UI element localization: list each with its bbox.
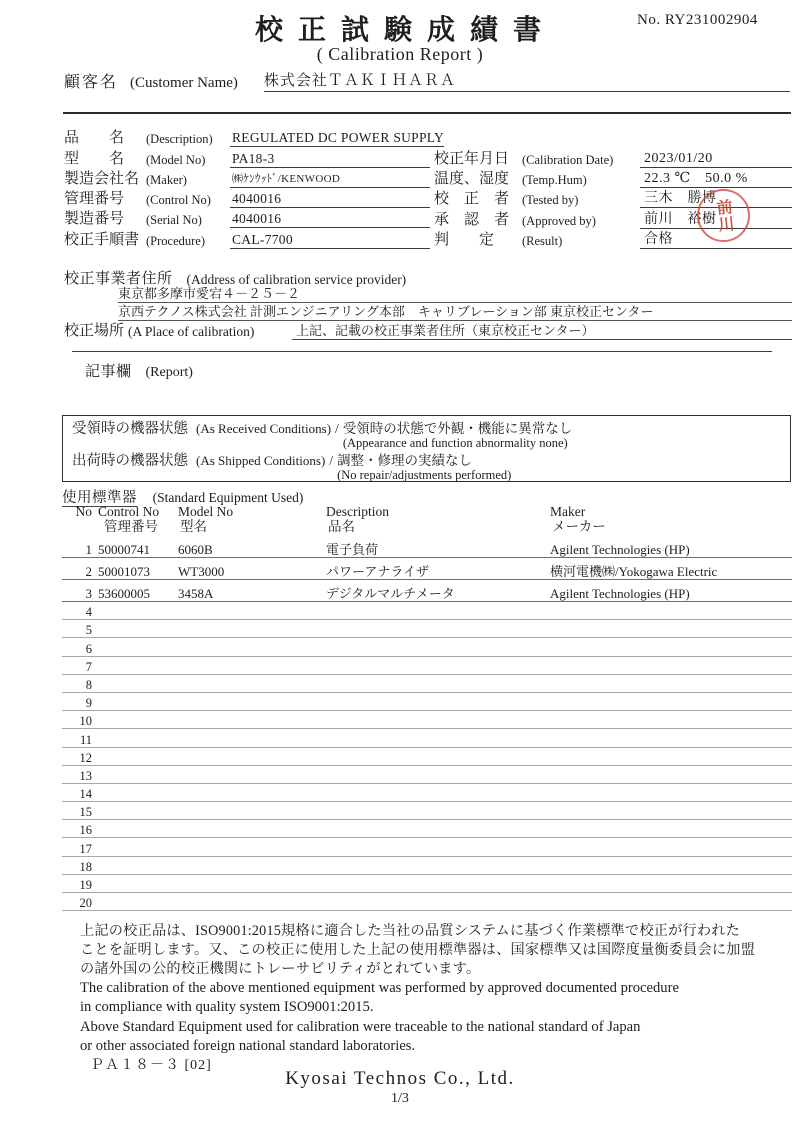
equipment-row-number: 19	[79, 878, 92, 892]
field-row-control-no	[64, 188, 430, 208]
equipment-row-number: 16	[79, 823, 92, 838]
customer-label: 顧客名	[64, 74, 119, 91]
field-row-model-no	[64, 147, 430, 167]
statement-en-line: Above Standard Equipment used for calibration were traceable to the national standard of Japan	[80, 1018, 641, 1035]
equipment-empty-row	[62, 620, 792, 638]
as-received-status-jp: 受領時の状態で外観・機能に異常なし	[342, 421, 573, 436]
equipment-title-en: (Standard Equipment Used)	[152, 490, 304, 505]
col-header-model-no-jp: 型名	[180, 519, 207, 534]
field-label: 型 名	[64, 150, 125, 167]
equipment-title: 使用標準器	[62, 490, 137, 506]
equipment-row-number: 4	[85, 605, 92, 620]
calibration-place-value: 上記、記載の校正事業者住所（東京校正センター）	[292, 322, 792, 340]
provider-address-line-2: 京西テクノス株式会社 計測エンジニアリング本部 キャリブレーション部 東京校正センター	[118, 303, 792, 321]
equipment-row-number: 9	[85, 696, 92, 711]
as-shipped-label: 出荷時の機器状態	[72, 453, 188, 469]
equipment-empty-row	[62, 820, 792, 838]
equipment-maker: Agilent Technologies (HP)	[550, 586, 690, 601]
provider-address-line-1: 東京都多摩市愛宕４－２５－２	[118, 285, 792, 303]
traceability-statement	[80, 922, 794, 1075]
equipment-row-number: 6	[85, 641, 92, 656]
field-label-en: (Maker)	[146, 172, 187, 187]
statement-jp-line: の諸外国の公的校正機関にトレーサビリティがとれています。	[80, 961, 481, 977]
field-label-en: (Result)	[522, 233, 563, 248]
as-received-status	[343, 421, 573, 450]
field-value: 合格	[640, 231, 792, 249]
statement-en-line: in compliance with quality system ISO9001:2015.	[80, 999, 374, 1016]
field-value: PA18-3	[230, 150, 430, 168]
equipment-maker: 横河電機㈱/Yokogawa Electric	[550, 564, 718, 579]
standard-equipment-table	[62, 486, 792, 911]
equipment-empty-row	[62, 729, 792, 747]
equipment-header-jp	[62, 519, 792, 536]
col-header-control-no: Control No	[98, 504, 160, 519]
as-shipped-status-jp: 調整・修理の実績なし	[337, 453, 473, 468]
field-value: ㈱ｹﾝｳｯﾄﾞ/KENWOOD	[230, 171, 430, 188]
statement-en-line: The calibration of the above mentioned equipment was performed by approved documented procedure	[80, 980, 679, 996]
field-row-description	[64, 127, 445, 147]
equipment-empty-row	[62, 602, 792, 620]
provider-address-label-en: (Address of calibration service provider)	[186, 272, 407, 287]
as-received-label-en: (As Received Conditions)	[196, 421, 332, 436]
field-label-en: (Procedure)	[146, 233, 205, 248]
as-received-labels	[72, 421, 331, 450]
field-label-en: (Model No)	[146, 152, 206, 167]
equipment-empty-row	[62, 675, 792, 693]
equipment-row-number: 2	[85, 564, 92, 579]
col-header-spacer	[62, 519, 98, 536]
field-label: 温度、湿度	[434, 171, 510, 188]
field-label: 製造番号	[64, 211, 125, 228]
equipment-row-number: 20	[79, 896, 92, 911]
field-value: 22.3 ℃ 50.0 %	[640, 170, 792, 188]
field-value: 4040016	[230, 190, 430, 208]
as-received-row	[72, 421, 782, 450]
equipment-empty-row	[62, 766, 792, 784]
field-value: 三木 勝博	[640, 190, 792, 208]
field-label-en: (Temp.Hum)	[522, 173, 587, 188]
statement-jp-line: ことを証明します。又、この校正に使用した上記の使用標準器は、国家標準又は国際度量衡委員会に加盟	[80, 942, 756, 958]
equipment-empty-row	[62, 784, 792, 802]
equipment-control-no: 50000741	[98, 542, 150, 557]
equipment-row-number: 1	[85, 542, 92, 557]
field-label: 承 認 者	[434, 211, 510, 228]
field-label-en: (Control No)	[146, 193, 211, 208]
calibration-place-label-en: (A Place of calibration)	[128, 324, 255, 339]
field-label-en: (Tested by)	[522, 193, 579, 208]
as-shipped-labels	[72, 453, 325, 482]
equipment-row-number: 3	[85, 586, 92, 601]
field-value: 前川 裕樹	[640, 211, 792, 229]
col-header-maker: Maker	[550, 504, 586, 519]
field-label: 製造会社名	[64, 170, 140, 187]
field-label: 品 名	[64, 130, 125, 147]
equipment-description: パワーアナライザ	[326, 564, 429, 579]
field-value: CAL-7700	[230, 231, 430, 249]
col-header-control-no-jp: 管理番号	[104, 519, 158, 534]
equipment-empty-row	[62, 802, 792, 820]
equipment-empty-row	[62, 838, 792, 856]
equipment-row-number: 11	[79, 732, 92, 747]
as-received-label: 受領時の機器状態	[72, 421, 188, 437]
field-row-procedure	[64, 228, 430, 248]
equipment-row-number: 17	[79, 841, 92, 856]
as-shipped-label-en: (As Shipped Conditions)	[196, 453, 326, 468]
equipment-empty-row	[62, 638, 792, 656]
equipment-row	[62, 580, 792, 602]
calibration-place-label: 校正場所	[64, 323, 125, 339]
calibration-place-row	[64, 320, 792, 340]
field-label: 校正手順書	[64, 231, 140, 248]
equipment-row-number: 7	[85, 659, 92, 674]
as-received-status-en: (Appearance and function abnormality none)	[342, 436, 568, 450]
equipment-empty-row	[62, 857, 792, 875]
field-value: 2023/01/20	[640, 150, 792, 168]
equipment-control-no: 50001073	[98, 564, 150, 579]
slash-separator: /	[329, 453, 334, 468]
field-label-en: (Approved by)	[522, 213, 596, 228]
field-row-calibration-date	[434, 148, 792, 168]
field-value: 4040016	[230, 210, 430, 228]
equipment-description: デジタルマルチメータ	[326, 586, 455, 601]
field-label-en: (Description)	[146, 132, 213, 147]
equipment-description: 電子負荷	[326, 542, 379, 557]
field-row-maker	[64, 168, 430, 188]
header-divider	[63, 112, 791, 114]
equipment-empty-row	[62, 748, 792, 766]
equipment-row-number: 12	[79, 750, 92, 765]
equipment-row	[62, 536, 792, 558]
provider-address-label: 校正事業者住所	[64, 271, 173, 287]
field-label: 校正年月日	[434, 150, 510, 167]
customer-value: 株式会社ＴＡＫＩＨＡＲＡ	[264, 71, 790, 92]
col-header-description-jp: 品名	[328, 519, 355, 534]
approval-stamp	[697, 189, 750, 242]
field-row-serial-no	[64, 208, 430, 228]
approval-stamp-text: 前川	[713, 197, 734, 234]
statement-jp-line: 上記の校正品は、ISO9001:2015規格に適合した当社の品質システムに基づく作業標準で校正が行われた	[80, 923, 741, 939]
equipment-title-row	[62, 486, 792, 504]
col-header-no: No	[75, 504, 92, 519]
equipment-row-number: 18	[79, 859, 92, 874]
field-value: REGULATED DC POWER SUPPLY	[232, 130, 445, 146]
page-number: 1/3	[391, 1091, 409, 1106]
field-label: 校 正 者	[434, 191, 510, 208]
equipment-row-number: 8	[85, 677, 92, 692]
remarks-label-en: (Report)	[145, 365, 193, 380]
equipment-row-number: 5	[85, 623, 92, 638]
as-shipped-row	[72, 453, 782, 482]
equipment-empty-row	[62, 711, 792, 729]
equipment-model-no: WT3000	[178, 564, 225, 579]
col-header-maker-jp: メーカー	[552, 519, 606, 534]
field-row-temp-hum	[434, 168, 792, 188]
company-name: Kyosai Technos Co., Ltd.	[285, 1068, 515, 1089]
section-divider	[72, 351, 772, 352]
as-shipped-status-en: (No repair/adjustments performed)	[337, 468, 512, 482]
equipment-empty-row	[62, 693, 792, 711]
equipment-maker: Agilent Technologies (HP)	[550, 542, 690, 557]
customer-row	[64, 69, 790, 92]
equipment-empty-row	[62, 893, 792, 911]
remarks-label: 記事欄	[85, 364, 132, 380]
page-subtitle: ( Calibration Report )	[316, 44, 484, 64]
document-number: No. RY231002904	[637, 12, 758, 28]
equipment-row-number: 10	[79, 714, 92, 729]
field-label: 判 定	[434, 231, 495, 248]
form-code: ＰＡ１８－３ [02]	[90, 1058, 212, 1074]
equipment-model-no: 3458A	[178, 586, 214, 601]
page-title: 校 正 試 験 成 績 書	[254, 15, 545, 46]
field-label-en: (Calibration Date)	[522, 152, 614, 167]
equipment-control-no: 53600005	[98, 586, 150, 601]
equipment-model-no: 6060B	[178, 542, 213, 557]
statement-en-line: or other associated foreign national standard laboratories.	[80, 1037, 416, 1054]
field-label: 管理番号	[64, 191, 125, 208]
instrument-fields	[64, 127, 445, 249]
field-label-en: (Serial No)	[146, 213, 202, 228]
col-header-model-no: Model No	[178, 504, 234, 519]
equipment-header-en	[62, 504, 792, 519]
customer-label-en: (Customer Name)	[130, 75, 238, 91]
equipment-empty-row	[62, 657, 792, 675]
equipment-row-number: 13	[79, 768, 92, 783]
conditions-box	[62, 415, 791, 482]
equipment-row-number: 15	[79, 805, 92, 820]
as-shipped-status	[337, 453, 511, 482]
equipment-row-number: 14	[79, 787, 92, 802]
equipment-empty-row	[62, 875, 792, 893]
col-header-description: Description	[326, 504, 389, 519]
slash-separator: /	[335, 421, 339, 436]
remarks-heading	[85, 360, 193, 381]
equipment-row	[62, 558, 792, 580]
